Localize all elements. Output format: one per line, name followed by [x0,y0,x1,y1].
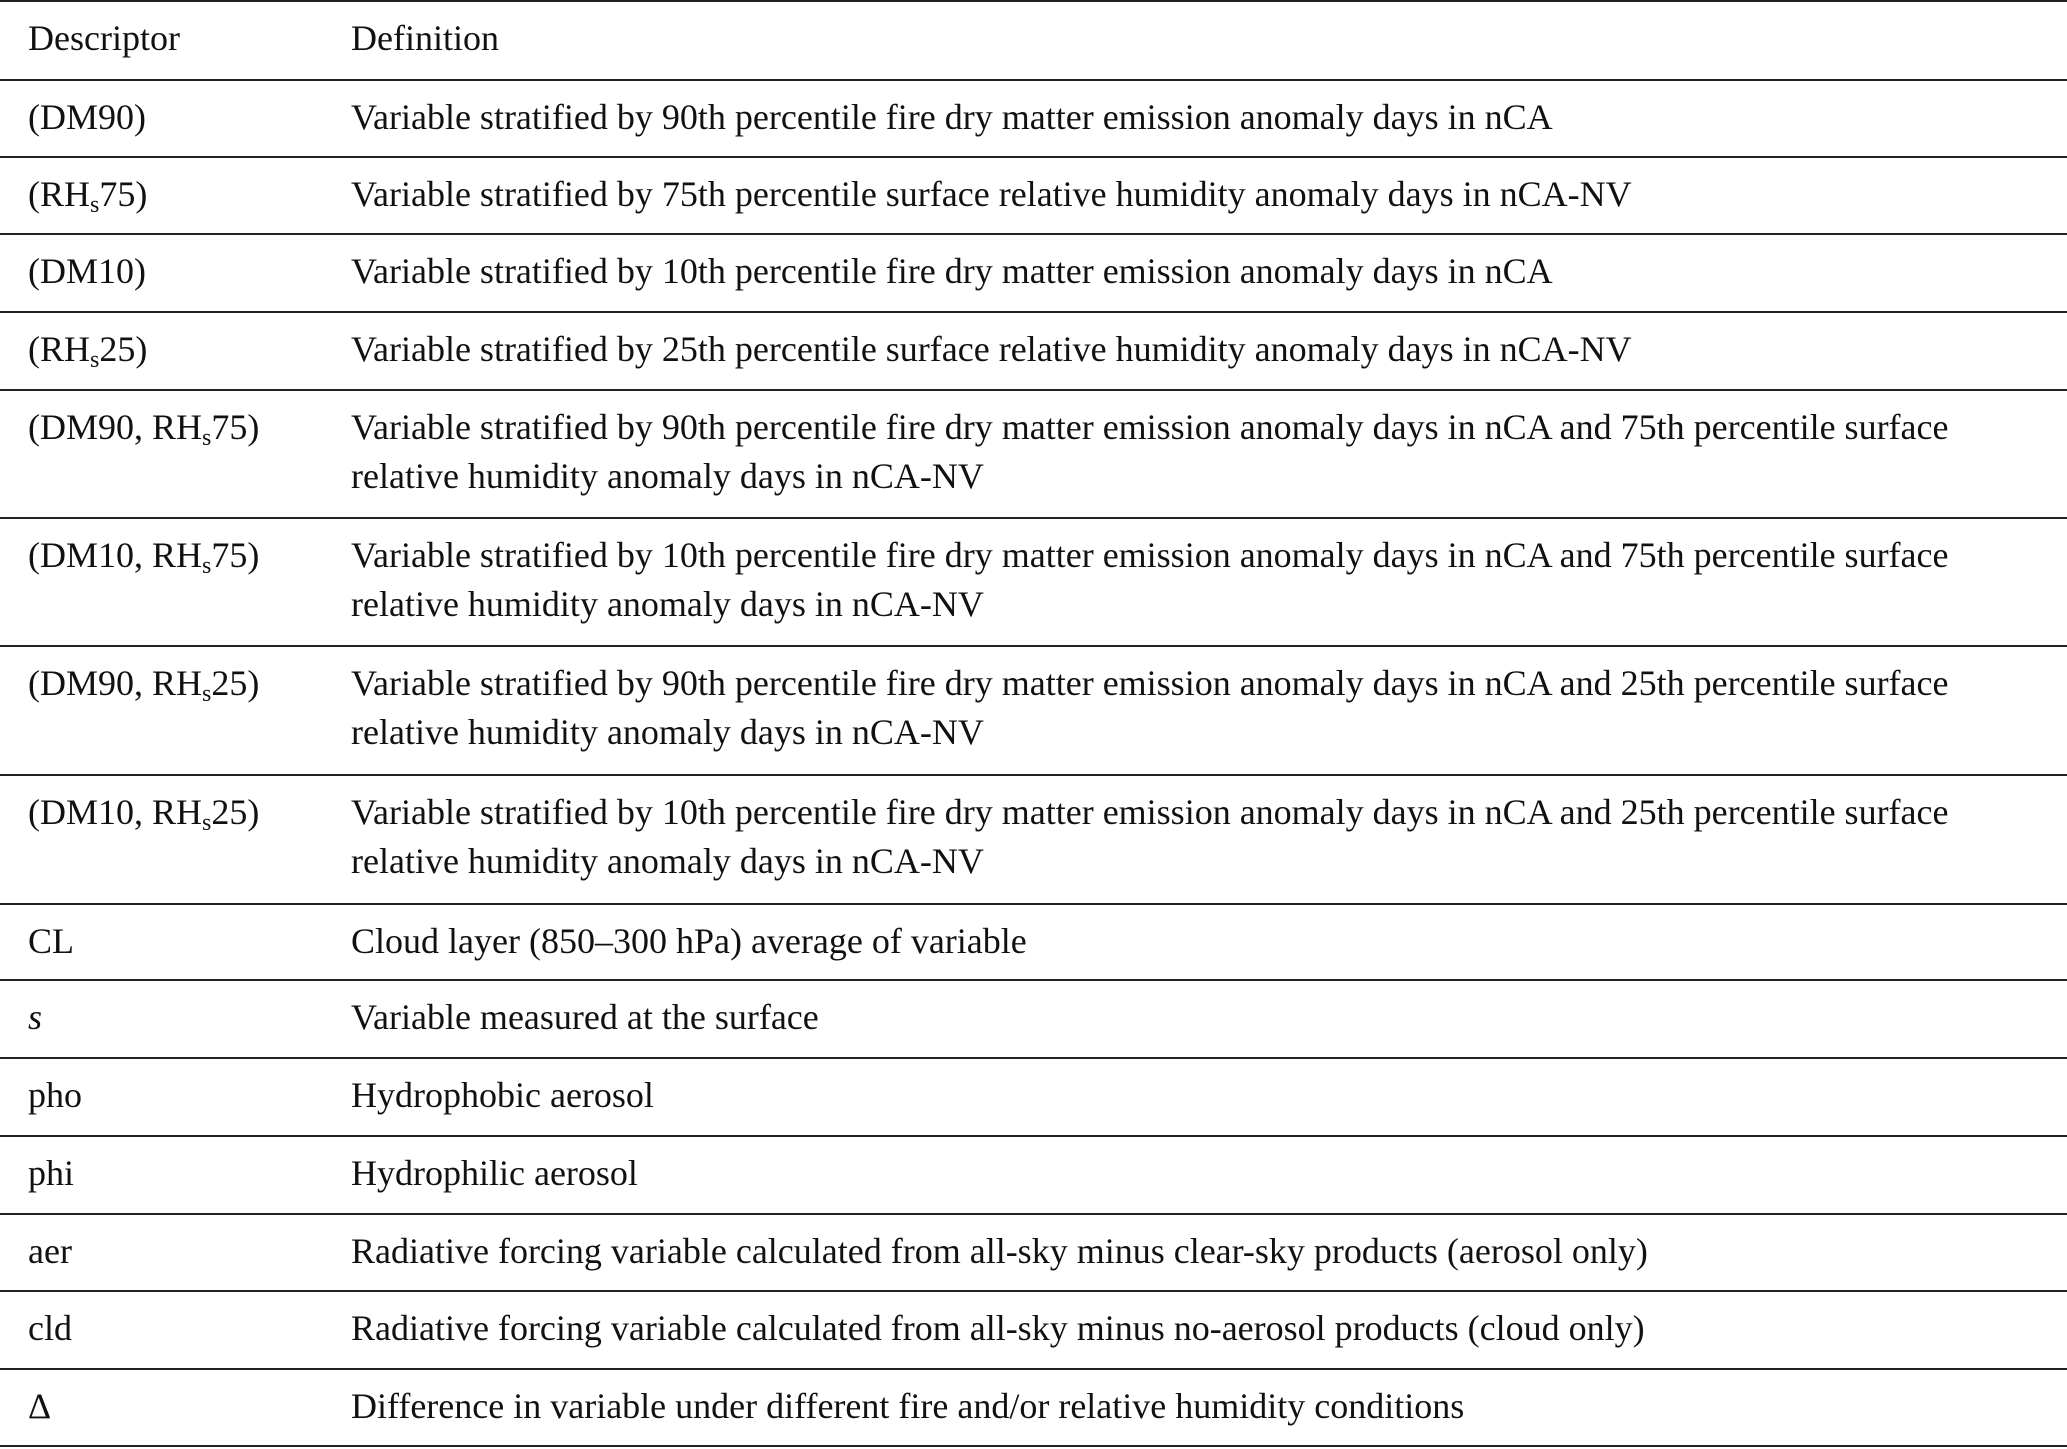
descriptor-cell [28,93,146,142]
table-row [0,79,2067,156]
table-row [0,903,2067,979]
descriptor-text: (DM10, RH [28,535,203,575]
descriptor-cell [28,325,147,374]
descriptor-cell [28,531,259,580]
descriptor-text: (DM90, RH [28,663,203,703]
descriptor-text-suffix: 25) [99,329,148,369]
descriptor-cell [28,1382,51,1431]
descriptor-cell [28,659,259,708]
descriptor-cell [28,1304,72,1353]
definition-cell: Variable stratified by 10th percentile fire dry matter emission anomaly days in nCA and 25th percentile surface relative humidity anomaly days in nCA-NV [351,792,1949,881]
table-row [0,1057,2067,1135]
table-row [0,1290,2067,1368]
descriptor-text: aer [28,1231,72,1271]
descriptor-cell [28,917,74,966]
descriptor-text: pho [28,1075,82,1115]
table-header-row [0,0,2067,79]
definition-cell: Variable stratified by 75th percentile surface relative humidity anomaly days in nCA-NV [351,174,1632,214]
descriptor-text-suffix: 25) [211,792,260,832]
table-row [0,1135,2067,1213]
descriptor-text: (RH [28,329,90,369]
descriptor-text-suffix: 75) [99,174,148,214]
definition-cell: Variable measured at the surface [351,997,819,1037]
descriptor-subscript: s [202,681,212,707]
descriptor-subscript: s [202,553,212,579]
descriptor-cell [28,247,146,296]
definition-cell: Variable stratified by 90th percentile fire dry matter emission anomaly days in nCA and 75th percentile surface relative humidity anomaly days in nCA-NV [351,407,1949,496]
descriptor-text-suffix: 75) [211,535,260,575]
descriptor-cell [28,403,259,452]
descriptor-cell [28,993,42,1042]
header-descriptor: Descriptor [28,18,180,58]
table-row [0,1213,2067,1290]
descriptor-text: cld [28,1308,72,1348]
descriptor-text-suffix: 25) [211,663,260,703]
descriptor-cell [28,788,259,837]
descriptor-subscript: s [202,810,212,836]
table-row [0,645,2067,774]
table-row [0,311,2067,389]
definition-cell: Radiative forcing variable calculated from all-sky minus no-aerosol products (cloud only) [351,1308,1645,1348]
descriptor-text: (DM90, RH [28,407,203,447]
definition-cell: Radiative forcing variable calculated from all-sky minus clear-sky products (aerosol only) [351,1231,1648,1271]
table-bottom-rule [0,1445,2067,1447]
table-row [0,979,2067,1057]
descriptor-subscript: s [90,347,100,373]
definition-cell: Variable stratified by 90th percentile fire dry matter emission anomaly days in nCA and 25th percentile surface relative humidity anomaly days in nCA-NV [351,663,1949,752]
descriptor-text-suffix: 75) [211,407,260,447]
descriptor-cell [28,1149,74,1198]
descriptor-text: (RH [28,174,90,214]
descriptor-subscript: s [202,425,212,451]
descriptor-subscript: s [90,192,100,218]
header-definition: Definition [351,18,499,58]
descriptor-text: phi [28,1153,75,1193]
descriptor-text: (DM10) [28,251,146,291]
table-row [0,1368,2067,1445]
table-row [0,233,2067,311]
descriptor-text: (DM90) [28,97,146,137]
definition-cell: Hydrophobic aerosol [351,1075,654,1115]
definition-cell: Variable stratified by 10th percentile fire dry matter emission anomaly days in nCA and 75th percentile surface relative humidity anomaly days in nCA-NV [351,535,1949,624]
table-row [0,517,2067,645]
definition-cell: Difference in variable under different fire and/or relative humidity conditions [351,1386,1465,1426]
descriptor-text: CL [28,921,75,961]
definition-cell: Variable stratified by 25th percentile surface relative humidity anomaly days in nCA-NV [351,329,1632,369]
descriptor-text: s [28,997,43,1037]
descriptor-text: (DM10, RH [28,792,203,832]
definition-cell: Variable stratified by 10th percentile fire dry matter emission anomaly days in nCA [351,251,1553,291]
table-row [0,774,2067,903]
definition-cell: Hydrophilic aerosol [351,1153,638,1193]
descriptor-text: Δ [28,1386,52,1426]
descriptor-cell [28,170,147,219]
descriptor-cell [28,1071,82,1120]
table-row [0,156,2067,233]
descriptor-cell [28,1227,72,1276]
table-row [0,389,2067,517]
definition-cell: Variable stratified by 90th percentile fire dry matter emission anomaly days in nCA [351,97,1553,137]
definition-cell: Cloud layer (850–300 hPa) average of variable [351,921,1027,961]
